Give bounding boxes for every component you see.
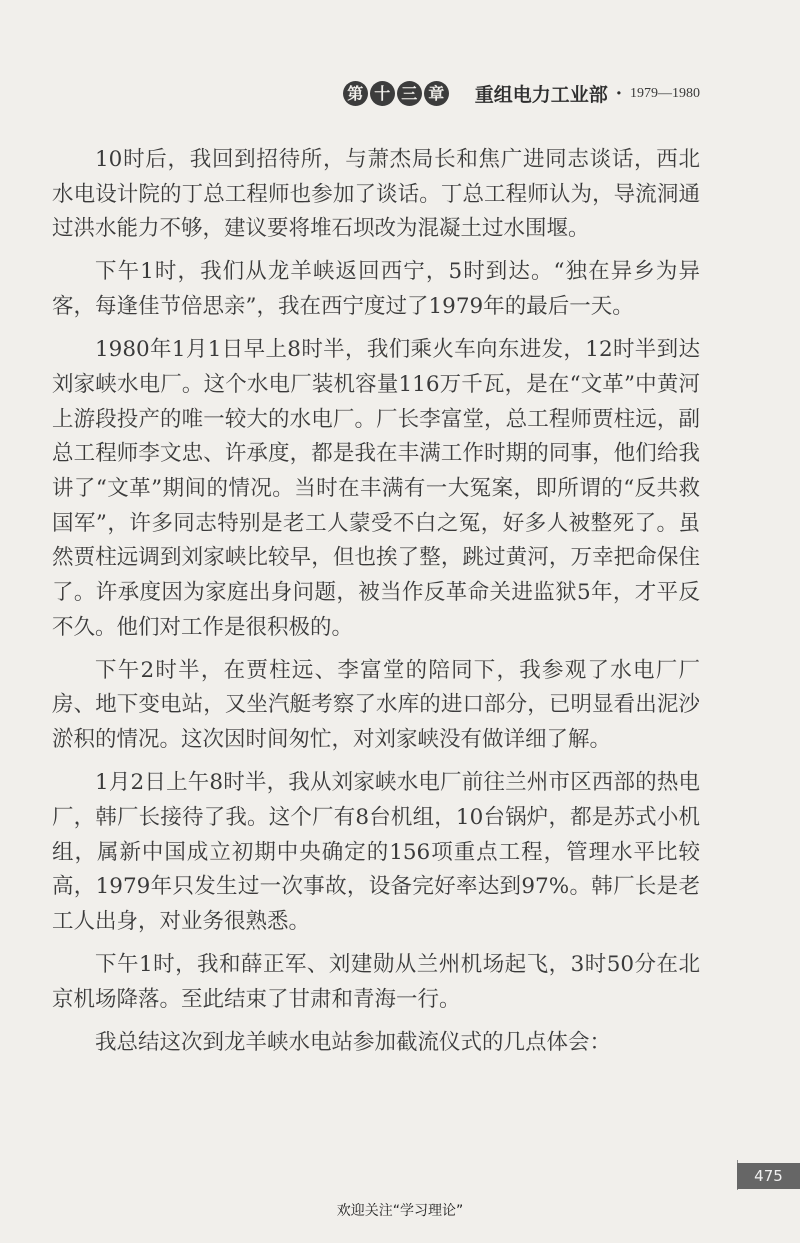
paragraph: 1980年1月1日早上8时半，我们乘火车向东进发，12时半到达刘家峡水电厂。这个水电厂装机容量116万千瓦，是在“文革”中黄河上游段投产的唯一较大的水电厂。厂长李富堂，总工程师贾柱远，副总工程师李文忠、许承度，都是我在丰满工作时期的同事，他们给我讲了“文革”期间的情况。当时在丰满有一大冤案，即所谓的“反共救国军”，许多同志特别是老工人蒙受不白之冤，好多人被整死了。虽然贾柱远调到刘家峡比较早，但也挨了整，跳过黄河，万幸把命保住了。许承度因为家庭出身问题，被当作反革命关进监狱5年，才平反不久。他们对工作是很积极的。 xyxy=(52,337,700,640)
chapter-char: 第 xyxy=(343,81,368,106)
chapter-char: 章 xyxy=(424,81,449,106)
paragraph: 下午1时，我和薛正军、刘建勋从兰州机场起飞，3时50分在北京机场降落。至此结束了甘肃和青海一行。 xyxy=(52,951,700,1012)
body-text xyxy=(52,143,700,1069)
chapter-years: 1979—1980 xyxy=(630,85,700,101)
page-number: 475 xyxy=(737,1163,800,1189)
chapter-char: 三 xyxy=(397,81,422,106)
paragraph: 下午1时，我们从龙羊峡返回西宁，5时到达。“独在异乡为异客，每逢佳节倍思亲”，我在西宁度过了1979年的最后一天。 xyxy=(52,259,700,320)
running-header xyxy=(343,80,700,107)
chapter-title: 重组电力工业部 xyxy=(474,84,608,106)
header-separator: · xyxy=(615,83,622,104)
paragraph: 下午2时半，在贾柱远、李富堂的陪同下，我参观了水电厂厂房、地下变电站，又坐汽艇考察了水库的进口部分，已明显看出泥沙淤积的情况。这次因时间匆忙，对刘家峡没有做详细了解。 xyxy=(52,657,700,753)
paragraph: 我总结这次到龙羊峡水电站参加截流仪式的几点体会： xyxy=(95,1029,612,1055)
footer-note: 欢迎关注“学习理论” xyxy=(336,1203,464,1219)
chapter-char: 十 xyxy=(370,81,395,106)
paragraph: 1月2日上午8时半，我从刘家峡水电厂前往兰州市区西部的热电厂，韩厂长接待了我。这个厂有8台机组，10台锅炉，都是苏式小机组，属新中国成立初期中央确定的156项重点工程，管理水平比较高，1979年只发生过一次事故，设备完好率达到97%。韩厂长是老工人出身，对业务很熟悉。 xyxy=(52,770,700,934)
chapter-badge xyxy=(343,81,449,106)
paragraph: 10时后，我回到招待所，与萧杰局长和焦广进同志谈话，西北水电设计院的丁总工程师也参加了谈话。丁总工程师认为，导流洞通过洪水能力不够，建议要将堆石坝改为混凝土过水围堰。 xyxy=(52,147,700,242)
